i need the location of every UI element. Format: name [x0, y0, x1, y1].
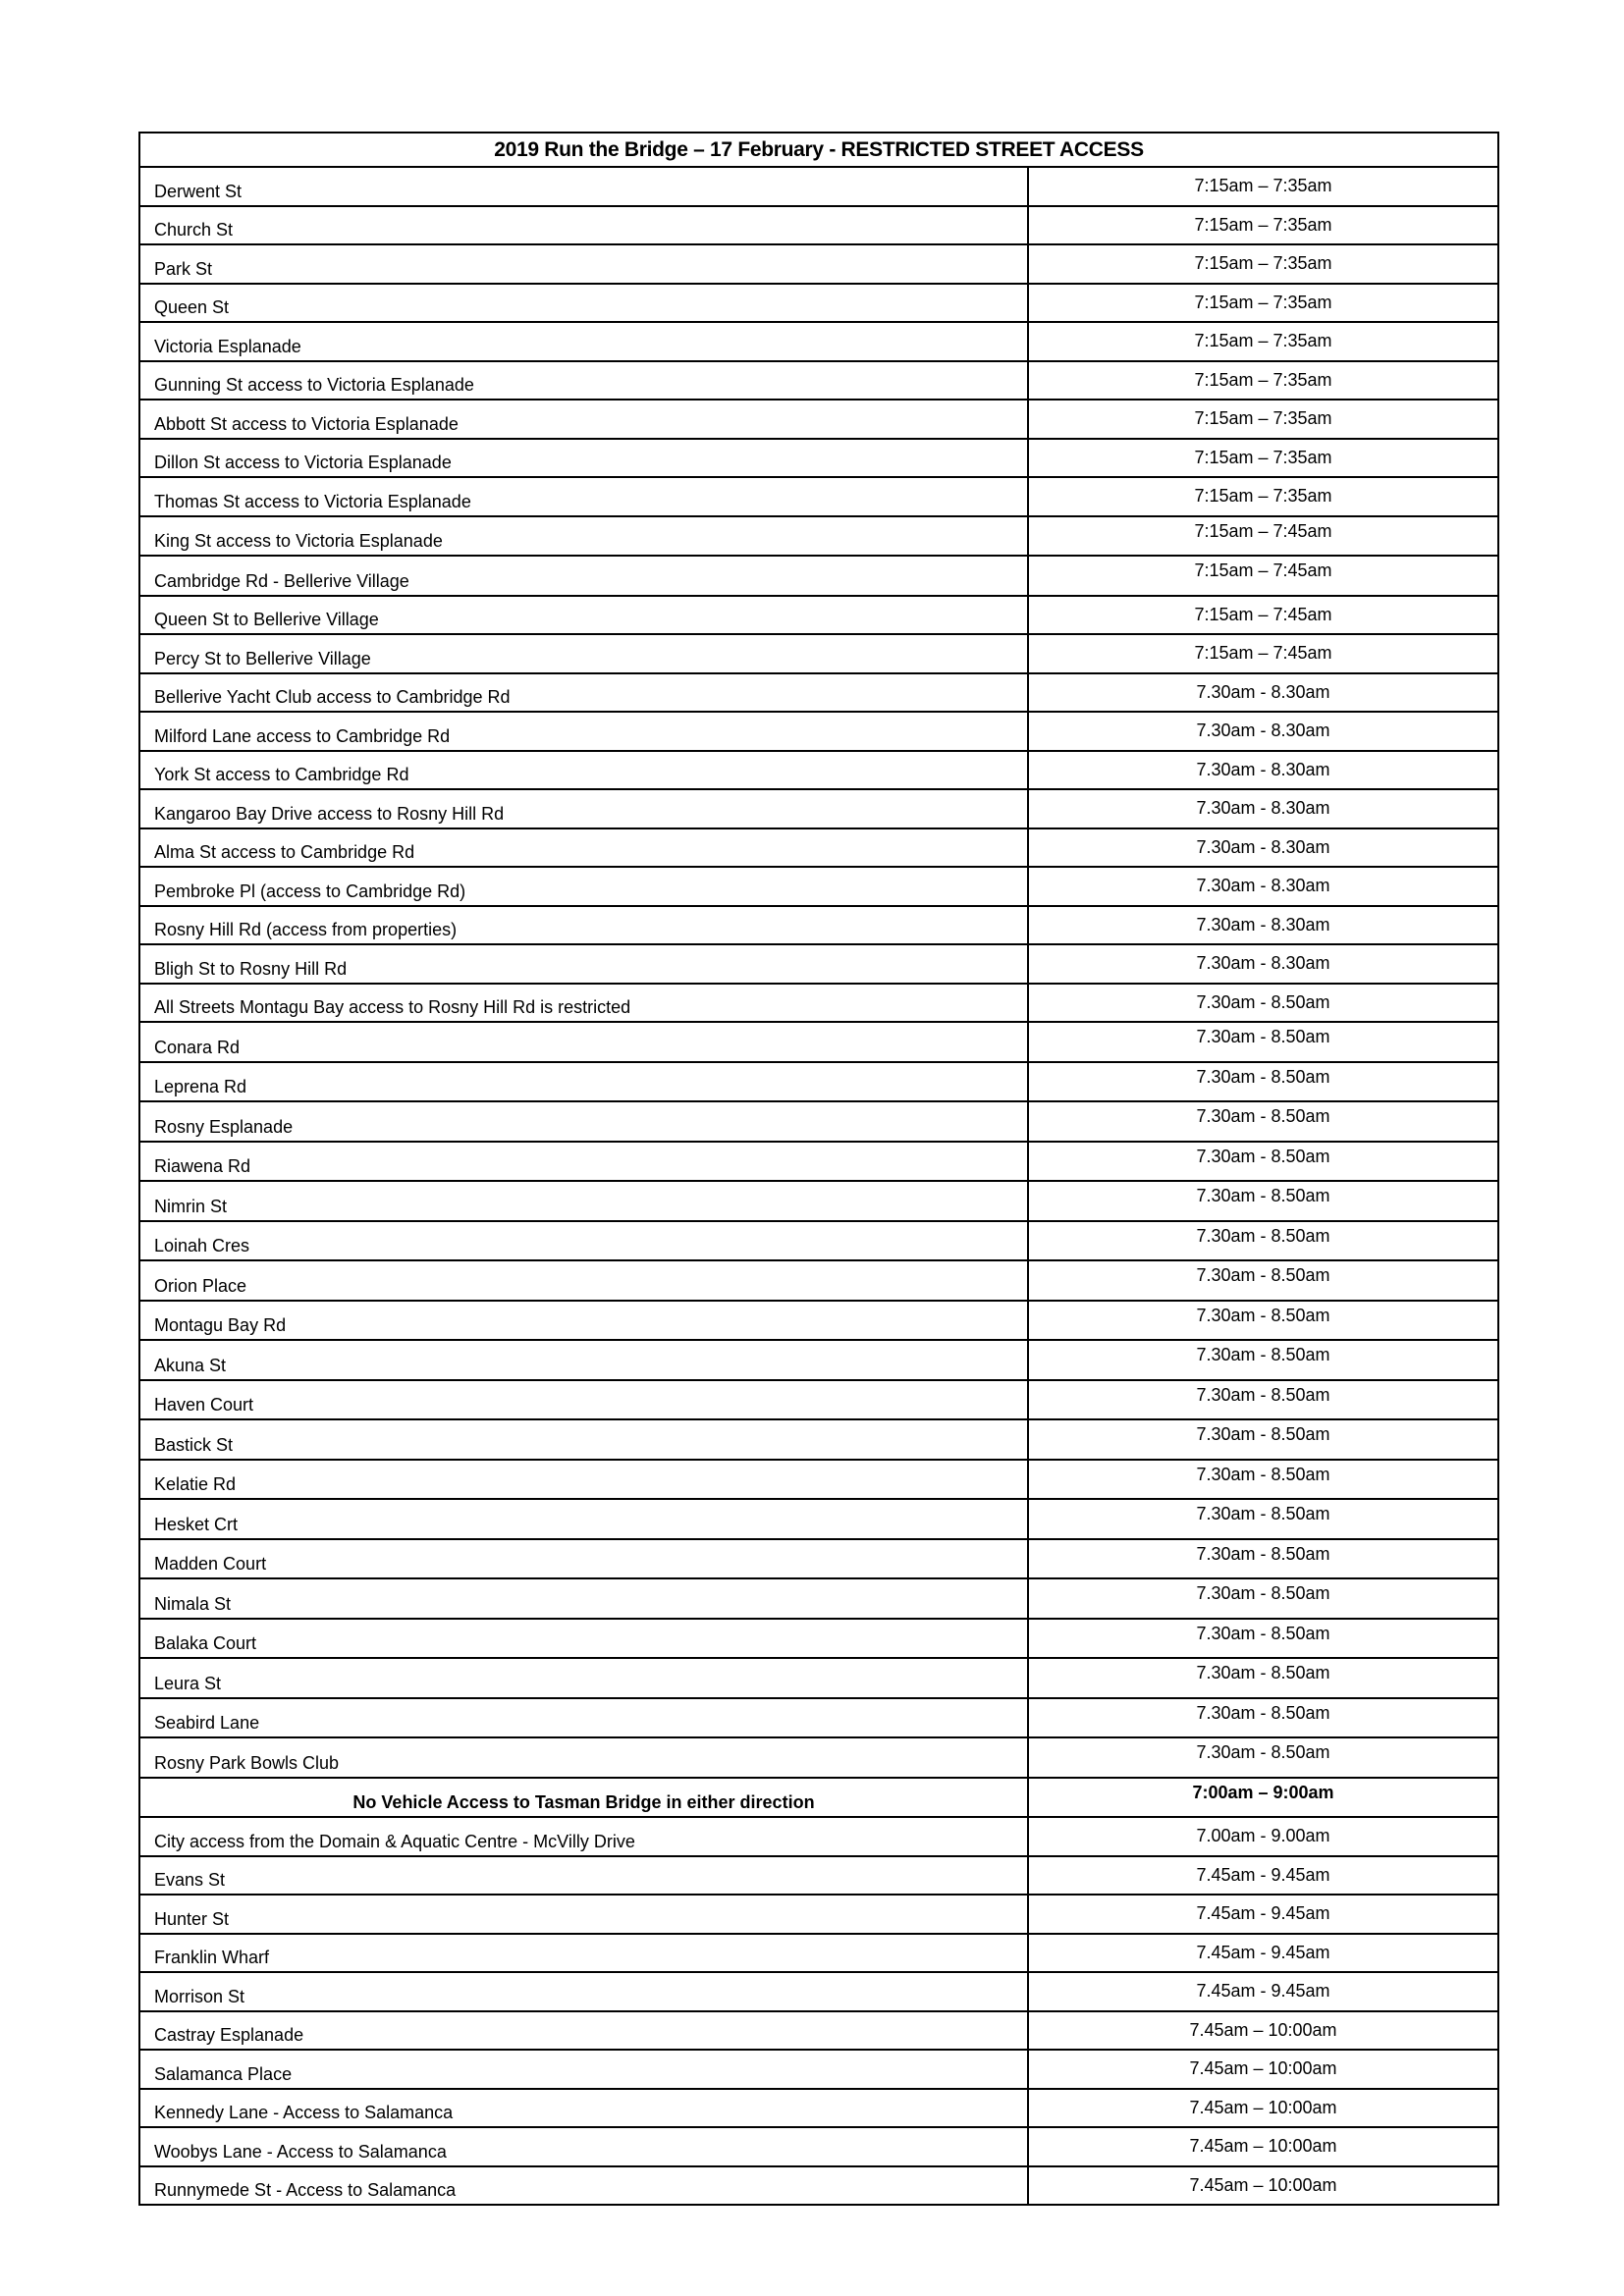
restriction-time-cell: 7.45am – 10:00am — [1028, 2050, 1498, 2089]
table-row — [139, 1101, 1498, 1142]
restriction-time-cell: 7:15am – 7:45am — [1028, 596, 1498, 635]
restriction-time-cell: 7.30am - 8.50am — [1028, 1578, 1498, 1619]
street-name-cell: Leura St — [139, 1658, 1028, 1698]
table-row — [139, 1499, 1498, 1539]
table-row — [139, 2050, 1498, 2089]
street-name-cell: Hunter St — [139, 1895, 1028, 1934]
restriction-time-cell: 7.30am - 8.50am — [1028, 1221, 1498, 1261]
table-row — [139, 1221, 1498, 1261]
street-name-cell: Leprena Rd — [139, 1062, 1028, 1102]
restriction-time-cell: 7.30am - 8.50am — [1028, 1460, 1498, 1500]
table-row — [139, 1658, 1498, 1698]
restriction-time-cell: 7:15am – 7:35am — [1028, 361, 1498, 400]
restriction-time-cell: 7.30am - 8.50am — [1028, 1380, 1498, 1420]
street-name-cell: Salamanca Place — [139, 2050, 1028, 2089]
street-name-cell: Bastick St — [139, 1419, 1028, 1460]
table-row — [139, 1817, 1498, 1856]
table-row — [139, 1578, 1498, 1619]
street-name-cell: Madden Court — [139, 1539, 1028, 1579]
table-row — [139, 751, 1498, 790]
table-row — [139, 1380, 1498, 1420]
table-row — [139, 1539, 1498, 1579]
restriction-time-cell: 7:15am – 7:35am — [1028, 206, 1498, 245]
street-name-cell: Pembroke Pl (access to Cambridge Rd) — [139, 867, 1028, 906]
table-row — [139, 1142, 1498, 1182]
table-row — [139, 673, 1498, 713]
restriction-time-cell: 7.30am - 8.30am — [1028, 906, 1498, 945]
title-row — [139, 133, 1498, 167]
street-name-cell: Victoria Esplanade — [139, 322, 1028, 361]
table-row — [139, 1062, 1498, 1102]
restriction-time-cell: 7.30am - 8.50am — [1028, 1499, 1498, 1539]
table-row — [139, 322, 1498, 361]
street-name-cell: Woobys Lane - Access to Salamanca — [139, 2127, 1028, 2166]
table-row — [139, 1698, 1498, 1738]
restriction-time-cell: 7:15am – 7:35am — [1028, 439, 1498, 478]
table-row — [139, 361, 1498, 400]
table-row — [139, 1301, 1498, 1341]
restriction-time-cell: 7:15am – 7:45am — [1028, 634, 1498, 673]
restriction-time-cell: 7.00am - 9.00am — [1028, 1817, 1498, 1856]
restriction-time-cell: 7.45am - 9.45am — [1028, 1934, 1498, 1973]
restriction-time-cell: 7.30am - 8.30am — [1028, 828, 1498, 868]
restriction-time-cell: 7:15am – 7:45am — [1028, 516, 1498, 557]
street-name-cell: Seabird Lane — [139, 1698, 1028, 1738]
restriction-time-cell: 7.30am - 8.30am — [1028, 673, 1498, 713]
table-row — [139, 634, 1498, 673]
street-name-cell: Runnymede St - Access to Salamanca — [139, 2166, 1028, 2206]
street-name-cell: Church St — [139, 206, 1028, 245]
restriction-time-cell: 7.45am - 9.45am — [1028, 1856, 1498, 1896]
table-row — [139, 284, 1498, 323]
table-row — [139, 1022, 1498, 1062]
street-name-cell: King St access to Victoria Esplanade — [139, 516, 1028, 557]
street-name-cell: Riawena Rd — [139, 1142, 1028, 1182]
table-row — [139, 244, 1498, 284]
table-row — [139, 1856, 1498, 1896]
street-name-cell: Alma St access to Cambridge Rd — [139, 828, 1028, 868]
street-name-cell: Hesket Crt — [139, 1499, 1028, 1539]
restriction-time-cell: 7.30am - 8.30am — [1028, 789, 1498, 828]
table-row — [139, 2011, 1498, 2051]
restriction-time-cell: 7.30am - 8.30am — [1028, 712, 1498, 751]
street-name-cell: Kennedy Lane - Access to Salamanca — [139, 2089, 1028, 2128]
table-row — [139, 2166, 1498, 2206]
restriction-time-cell: 7.30am - 8.50am — [1028, 984, 1498, 1023]
restriction-time-cell: 7.30am - 8.50am — [1028, 1419, 1498, 1460]
table-row — [139, 1619, 1498, 1659]
street-name-cell: Haven Court — [139, 1380, 1028, 1420]
restriction-time-cell: 7.30am - 8.50am — [1028, 1658, 1498, 1698]
street-name-cell: Balaka Court — [139, 1619, 1028, 1659]
street-name-cell: Queen St — [139, 284, 1028, 323]
street-name-cell: Bellerive Yacht Club access to Cambridge Rd — [139, 673, 1028, 713]
restriction-time-cell: 7:15am – 7:35am — [1028, 167, 1498, 206]
table-row — [139, 439, 1498, 478]
street-name-cell: Kangaroo Bay Drive access to Rosny Hill Rd — [139, 789, 1028, 828]
street-name-cell: Franklin Wharf — [139, 1934, 1028, 1973]
street-name-cell: Morrison St — [139, 1972, 1028, 2011]
street-name-cell: No Vehicle Access to Tasman Bridge in either direction — [139, 1778, 1028, 1818]
street-name-cell: York St access to Cambridge Rd — [139, 751, 1028, 790]
street-name-cell: Gunning St access to Victoria Esplanade — [139, 361, 1028, 400]
table-row — [139, 400, 1498, 439]
table-row — [139, 556, 1498, 596]
restriction-time-cell: 7:15am – 7:35am — [1028, 284, 1498, 323]
restricted-access-table — [138, 132, 1499, 2206]
table-row — [139, 1460, 1498, 1500]
table-row — [139, 789, 1498, 828]
table-row — [139, 906, 1498, 945]
table-row — [139, 2089, 1498, 2128]
street-name-cell: Percy St to Bellerive Village — [139, 634, 1028, 673]
restriction-time-cell: 7.45am – 10:00am — [1028, 2127, 1498, 2166]
restriction-time-cell: 7.30am - 8.50am — [1028, 1539, 1498, 1579]
street-name-cell: Loinah Cres — [139, 1221, 1028, 1261]
restriction-time-cell: 7.45am – 10:00am — [1028, 2089, 1498, 2128]
street-name-cell: Milford Lane access to Cambridge Rd — [139, 712, 1028, 751]
restriction-time-cell: 7.45am – 10:00am — [1028, 2011, 1498, 2051]
restriction-time-cell: 7.30am - 8.50am — [1028, 1101, 1498, 1142]
table-row — [139, 1340, 1498, 1380]
street-name-cell: Bligh St to Rosny Hill Rd — [139, 944, 1028, 984]
street-name-cell: Park St — [139, 244, 1028, 284]
restriction-time-cell: 7.30am - 8.30am — [1028, 751, 1498, 790]
table-row — [139, 167, 1498, 206]
street-name-cell: Rosny Hill Rd (access from properties) — [139, 906, 1028, 945]
restriction-time-cell: 7.30am - 8.50am — [1028, 1737, 1498, 1778]
table-row — [139, 1972, 1498, 2011]
street-name-cell: Orion Place — [139, 1260, 1028, 1301]
restriction-time-cell: 7.30am - 8.30am — [1028, 867, 1498, 906]
table-row — [139, 516, 1498, 557]
street-name-cell: All Streets Montagu Bay access to Rosny Hill Rd is restricted — [139, 984, 1028, 1023]
table-row — [139, 712, 1498, 751]
restriction-time-cell: 7.30am - 8.30am — [1028, 944, 1498, 984]
table-row — [139, 477, 1498, 516]
street-name-cell: Conara Rd — [139, 1022, 1028, 1062]
restriction-time-cell: 7:15am – 7:35am — [1028, 244, 1498, 284]
table-row — [139, 596, 1498, 635]
restriction-time-cell: 7.45am - 9.45am — [1028, 1895, 1498, 1934]
street-name-cell: Nimrin St — [139, 1181, 1028, 1221]
street-name-cell: Derwent St — [139, 167, 1028, 206]
table-row — [139, 2127, 1498, 2166]
street-name-cell: Dillon St access to Victoria Esplanade — [139, 439, 1028, 478]
street-name-cell: Rosny Esplanade — [139, 1101, 1028, 1142]
street-name-cell: City access from the Domain & Aquatic Centre - McVilly Drive — [139, 1817, 1028, 1856]
restriction-time-cell: 7.30am - 8.50am — [1028, 1142, 1498, 1182]
street-name-cell: Nimala St — [139, 1578, 1028, 1619]
restriction-time-cell: 7.30am - 8.50am — [1028, 1619, 1498, 1659]
restriction-time-cell: 7:15am – 7:35am — [1028, 400, 1498, 439]
restriction-time-cell: 7.45am – 10:00am — [1028, 2166, 1498, 2206]
street-name-cell: Cambridge Rd - Bellerive Village — [139, 556, 1028, 596]
table-body — [139, 133, 1498, 2205]
street-name-cell: Montagu Bay Rd — [139, 1301, 1028, 1341]
street-name-cell: Evans St — [139, 1856, 1028, 1896]
restriction-time-cell: 7.30am - 8.50am — [1028, 1301, 1498, 1341]
restriction-time-cell: 7.30am - 8.50am — [1028, 1340, 1498, 1380]
restriction-time-cell: 7.30am - 8.50am — [1028, 1698, 1498, 1738]
document-title: 2019 Run the Bridge – 17 February - RESTRICTED STREET ACCESS — [139, 133, 1498, 167]
street-name-cell: Queen St to Bellerive Village — [139, 596, 1028, 635]
table-row — [139, 1419, 1498, 1460]
street-name-cell: Kelatie Rd — [139, 1460, 1028, 1500]
restriction-time-cell: 7.45am - 9.45am — [1028, 1972, 1498, 2011]
table-row — [139, 944, 1498, 984]
table-row — [139, 1934, 1498, 1973]
street-name-cell: Thomas St access to Victoria Esplanade — [139, 477, 1028, 516]
street-name-cell: Rosny Park Bowls Club — [139, 1737, 1028, 1778]
table-row — [139, 1260, 1498, 1301]
street-name-cell: Abbott St access to Victoria Esplanade — [139, 400, 1028, 439]
restriction-time-cell: 7.30am - 8.50am — [1028, 1022, 1498, 1062]
table-row — [139, 984, 1498, 1023]
restriction-time-cell: 7.30am - 8.50am — [1028, 1181, 1498, 1221]
restriction-time-cell: 7:15am – 7:45am — [1028, 556, 1498, 596]
restriction-time-cell: 7:15am – 7:35am — [1028, 477, 1498, 516]
table-row — [139, 867, 1498, 906]
table-row — [139, 1895, 1498, 1934]
restriction-time-cell: 7:15am – 7:35am — [1028, 322, 1498, 361]
table-row — [139, 1778, 1498, 1818]
table-row — [139, 828, 1498, 868]
restriction-time-cell: 7.30am - 8.50am — [1028, 1260, 1498, 1301]
street-name-cell: Akuna St — [139, 1340, 1028, 1380]
street-name-cell: Castray Esplanade — [139, 2011, 1028, 2051]
table-row — [139, 206, 1498, 245]
restriction-time-cell: 7.30am - 8.50am — [1028, 1062, 1498, 1102]
restriction-time-cell: 7:00am – 9:00am — [1028, 1778, 1498, 1818]
table-row — [139, 1737, 1498, 1778]
table-row — [139, 1181, 1498, 1221]
